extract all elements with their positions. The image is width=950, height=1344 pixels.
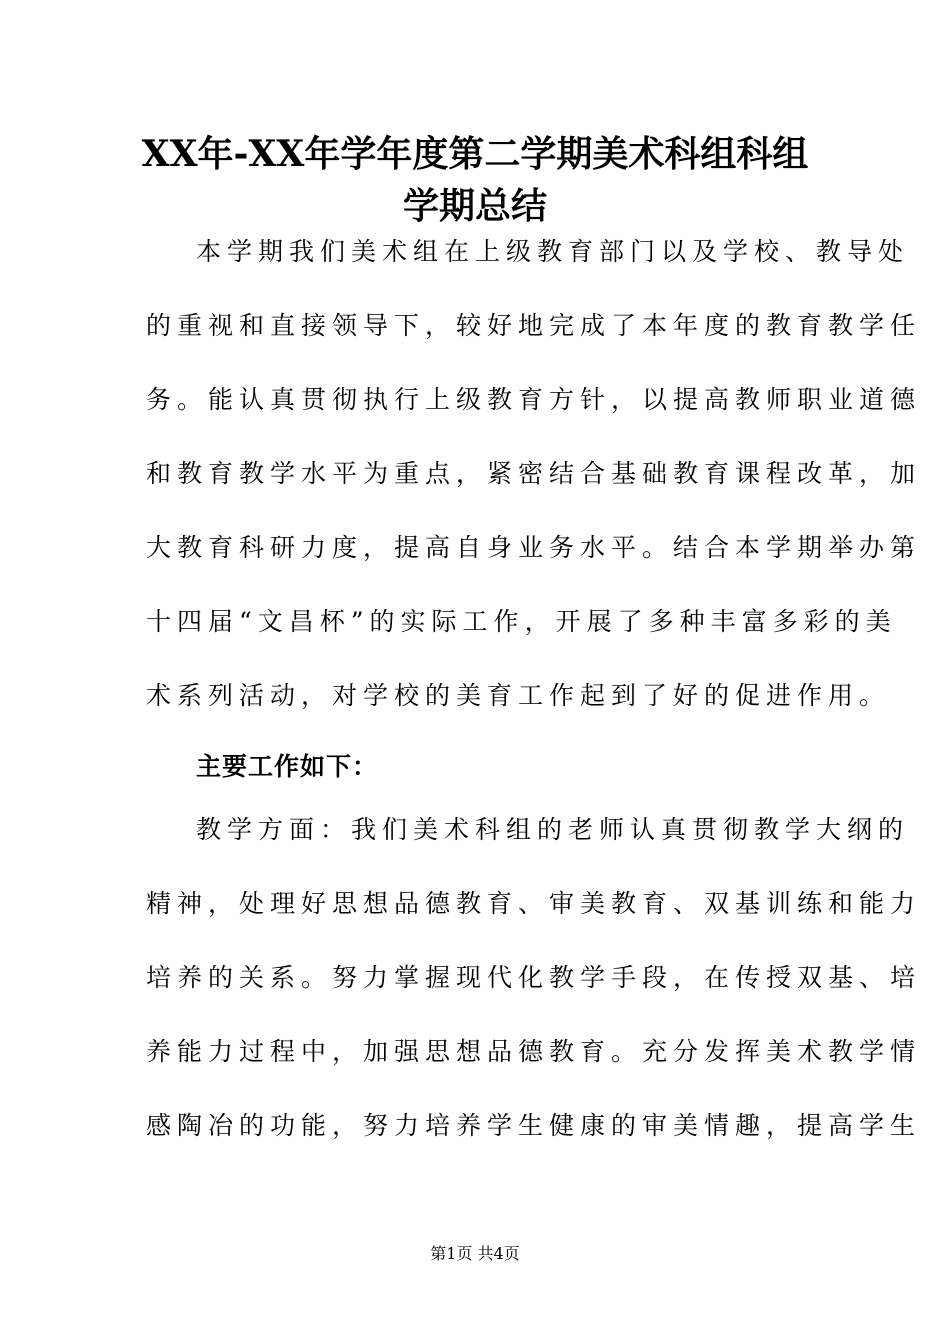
title-line-1: XX年-XX年学年度第二学期美术科组科组 [141,133,809,175]
body-line: 培养的关系。努力掌握现代化教学手段，在传授双基、培 [146,963,922,992]
body-line: 精神，处理好思想品德教育、审美教育、双基训练和能力 [146,889,922,918]
page-number-footer: 第1页 共4页 [430,1244,520,1263]
body-line: 感陶冶的功能，努力培养学生健康的审美情趣，提高学生 [146,1111,922,1140]
title-line-2: 学期总结 [402,185,547,227]
body-line: 务。能认真贯彻执行上级教育方针，以提高教师职业道德 [146,385,922,414]
document-title [120,128,830,232]
body-line: 十四届“文昌杯”的实际工作，开展了多种丰富多彩的美 [146,607,897,636]
body-line: 术系列活动，对学校的美育工作起到了好的促进作用。 [146,681,891,710]
body-line: 教学方面：我们美术科组的老师认真贯彻教学大纲的 [196,815,910,844]
body-line: 和教育教学水平为重点，紧密结合基础教育课程改革，加 [146,459,922,488]
body-line: 的重视和直接领导下，较好地完成了本年度的教育教学任 [146,311,922,340]
body-line: 养能力过程中，加强思想品德教育。充分发挥美术教学情 [146,1037,922,1066]
section-heading: 主要工作如下： [196,752,379,781]
body-line: 本学期我们美术组在上级教育部门以及学校、教导处 [196,237,910,266]
body-line: 大教育科研力度，提高自身业务水平。结合本学期举办第 [146,533,922,562]
